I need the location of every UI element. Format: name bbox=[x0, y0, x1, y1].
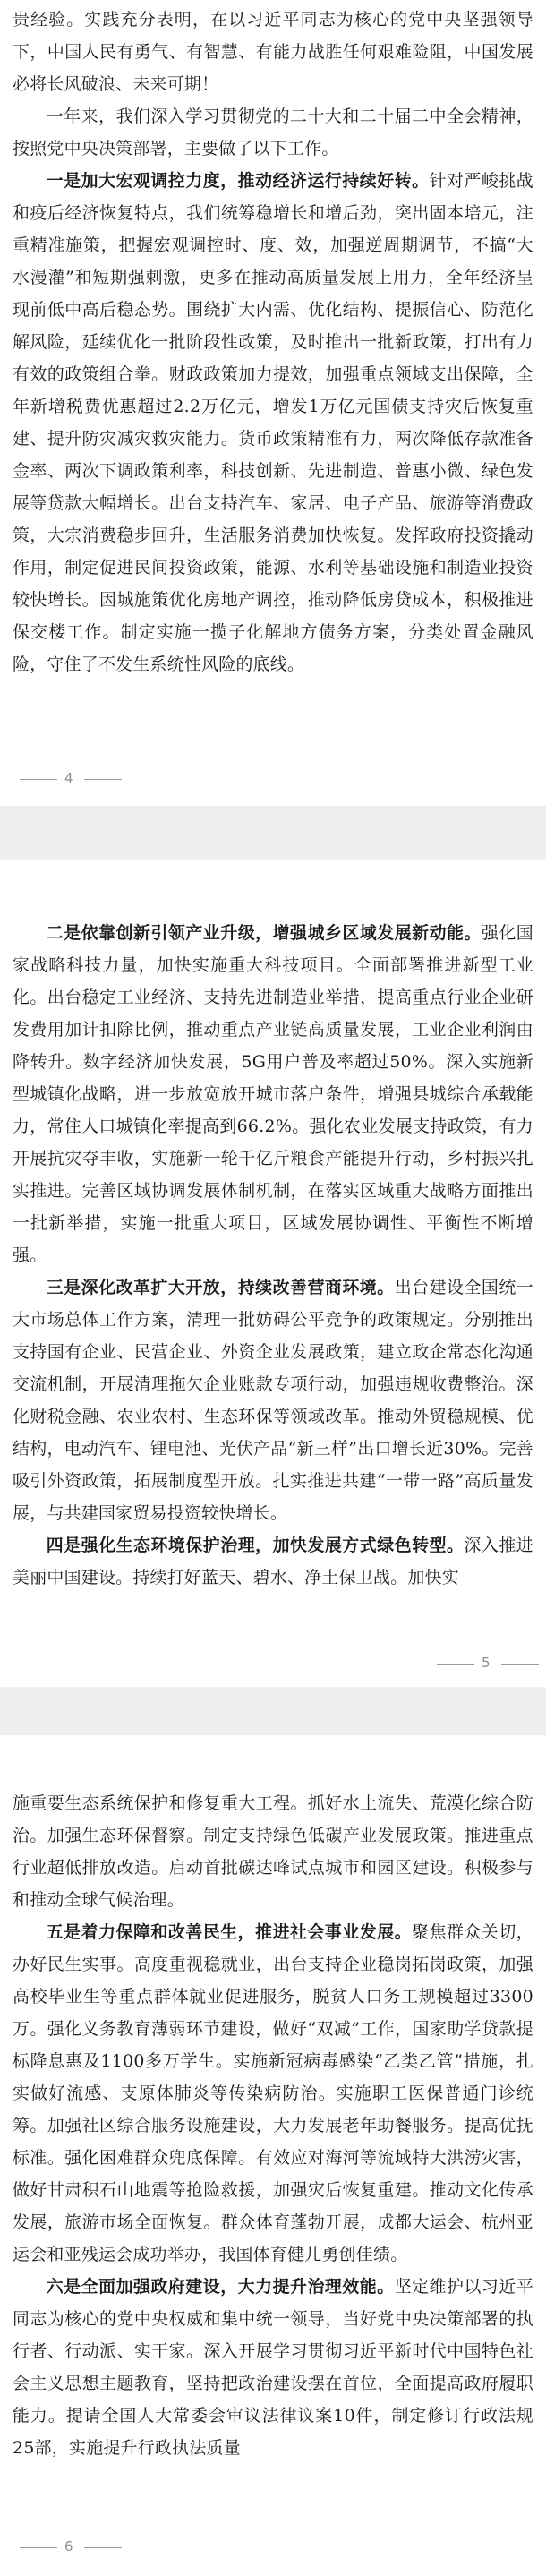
paragraph: 四是强化生态环境保护治理，加快发展方式绿色转型。深入推进美丽中国建设。持续打好蓝天、碧水、净土保卫战。加快实 bbox=[13, 1536, 533, 1588]
page-number: 5 bbox=[482, 1655, 491, 1671]
paragraph: 三是深化改革扩大开放，持续改善营商环境。出台建设全国统一大市场总体工作方案，清理一批妨碍公平竞争的政策规定。分别推出支持国有企业、民营企业、外资企业发展政策，建立政企常态化沟通交流机制，开展清理拖欠企业账款专项行动，加强违规收费整治。深化财税金融、农业农村、生态环保等领域改革。推动外贸稳规模、优结构，电动汽车、锂电池、光伏产品“新三样”出口增长近30%。完善吸引外资政策，拓展制度型开放。扎实推进共建“一带一路”高质量发展，与共建国家贸易投资较快增长。 bbox=[13, 1278, 534, 1523]
page-number: 4 bbox=[64, 770, 73, 786]
page-footer bbox=[0, 1653, 546, 1676]
page-footer bbox=[0, 2537, 546, 2560]
paragraph-lead: 一是加大宏观调控力度，推动经济运行持续好转。 bbox=[46, 171, 430, 191]
paragraph-lead: 五是着力保障和改善民生，推进社会事业发展。 bbox=[46, 1922, 413, 1942]
page-4 bbox=[0, 0, 546, 806]
paragraph: 一年来，我们深入学习贯彻党的二十大和二十届二中全会精神，按照党中央决策部署，主要做了以下工作。 bbox=[13, 107, 533, 158]
paragraph: 五是着力保障和改善民生，推进社会事业发展。聚焦群众关切，办好民生实事。高度重视稳就业，出台支持企业稳岗拓岗政策，加强高校毕业生等重点群体就业促进服务，脱贫人口务工规模超过3300万。强化义务教育薄弱环节建设，做好“双减”工作，国家助学贷款提标降息惠及1100多万学生。实施新冠病毒感染“乙类乙管”措施，扎实做好流感、支原体肺炎等传染病防治。实施职工医保普通门诊统筹。加强社区综合服务设施建设，大力发展老年助餐服务。提高优抚标准。强化困难群众兜底保障。有效应对海河等流域特大洪涝灾害，做好甘肃积石山地震等抢险救援，加强灾后恢复重建。推动文化传承发展，旅游市场全面恢复。群众体育蓬勃开展，成都大运会、杭州亚运会和亚残运会成功举办，我国体育健儿勇创佳绩。 bbox=[13, 1922, 533, 2264]
paragraph: 一是加大宏观调控力度，推动经济运行持续好转。针对严峻挑战和疫后经济恢复特点，我们统筹稳增长和增后劲，突出固本培元，注重精准施策，把握宏观调控时、度、效，加强逆周期调节，不搞“大水漫灌”和短期强刺激，更多在推动高质量发展上用力，全年经济呈现前低中高后稳态势。围绕扩大内需、优化结构、提振信心、防范化解风险，延续优化一批阶段性政策，及时推出一批新政策，打出有力有效的政策组合拳。财政政策加力提效，加强重点领域支出保障，全年新增税费优惠超过2.2万亿元，增发1万亿元国债支持灾后恢复重建、提升防灾减灾救灾能力。货币政策精准有力，两次降低存款准备金率、两次下调政策利率，科技创新、先进制造、普惠小微、绿色发展等贷款大幅增长。出台支持汽车、家居、电子产品、旅游等消费政策，大宗消费稳步回升，生活服务消费加快恢复。发挥政府投资撬动作用，制定促进民间投资政策，能源、水利等基础设施和制造业投资较快增长。因城施策优化房地产调控，推动降低房贷成本，积极推进保交楼工作。制定实施一揽子化解地方债务方案，分类处置金融风险，守住了不发生系统性风险的底线。 bbox=[13, 171, 533, 674]
page-6 bbox=[0, 1735, 546, 2576]
paragraph-lead: 三是深化改革扩大开放，持续改善营商环境。 bbox=[46, 1278, 395, 1297]
page-footer bbox=[0, 768, 546, 792]
page-number: 6 bbox=[64, 2538, 73, 2555]
paragraph-lead: 二是依靠创新引领产业升级，增强城乡区域发展新动能。 bbox=[46, 923, 482, 943]
paragraph: 贵经验。实践充分表明，在以习近平同志为核心的党中央坚强领导下，中国人民有勇气、有智慧、有能力战胜任何艰难险阻，中国发展必将长风破浪、未来可期！ bbox=[13, 10, 533, 94]
paragraph-lead: 六是全面加强政府建设，大力提升治理效能。 bbox=[46, 2277, 395, 2297]
paragraph: 二是依靠创新引领产业升级，增强城乡区域发展新动能。强化国家战略科技力量，加快实施重大科技项目。全面部署推进新型工业化。出台稳定工业经济、支持先进制造业举措，提高重点行业企业研发费用加计扣除比例，推动重点产业链高质量发展，工业企业利润由降转升。数字经济加快发展，5G用户普及率超过50%。深入实施新型城镇化战略，进一步放宽放开城市落户条件，增强县城综合承载能力，常住人口城镇化率提高到66.2%。强化农业发展支持政策，有力开展抗灾夺丰收，实施新一轮千亿斤粮食产能提升行动，乡村振兴扎实推进。完善区域协调发展体制机制，在落实区域重大战略方面推出一批新举措，实施一批重大项目，区域发展协调性、平衡性不断增强。 bbox=[13, 923, 534, 1265]
paragraph-lead: 四是强化生态环境保护治理，加快发展方式绿色转型。 bbox=[46, 1536, 465, 1555]
paragraph: 六是全面加强政府建设，大力提升治理效能。坚定维护以习近平同志为核心的党中央权威和集中统一领导，当好党中央决策部署的执行者、行动派、实干家。深入开展学习贯彻习近平新时代中国特色社会主义思想主题教育，坚持把政治建设摆在首位，全面提高政府履职能力。提请全国人大常委会审议法律议案10件，制定修订行政法规25部，实施提升行政执法质量 bbox=[13, 2277, 534, 2458]
paragraph: 施重要生态系统保护和修复重大工程。抓好水土流失、荒漠化综合防治。加强生态环保督察。制定支持绿色低碳产业发展政策。推进重点行业超低排放改造。启动首批碳达峰试点城市和园区建设。积极参与和推动全球气候治理。 bbox=[13, 1793, 533, 1910]
page-5 bbox=[0, 860, 546, 1687]
